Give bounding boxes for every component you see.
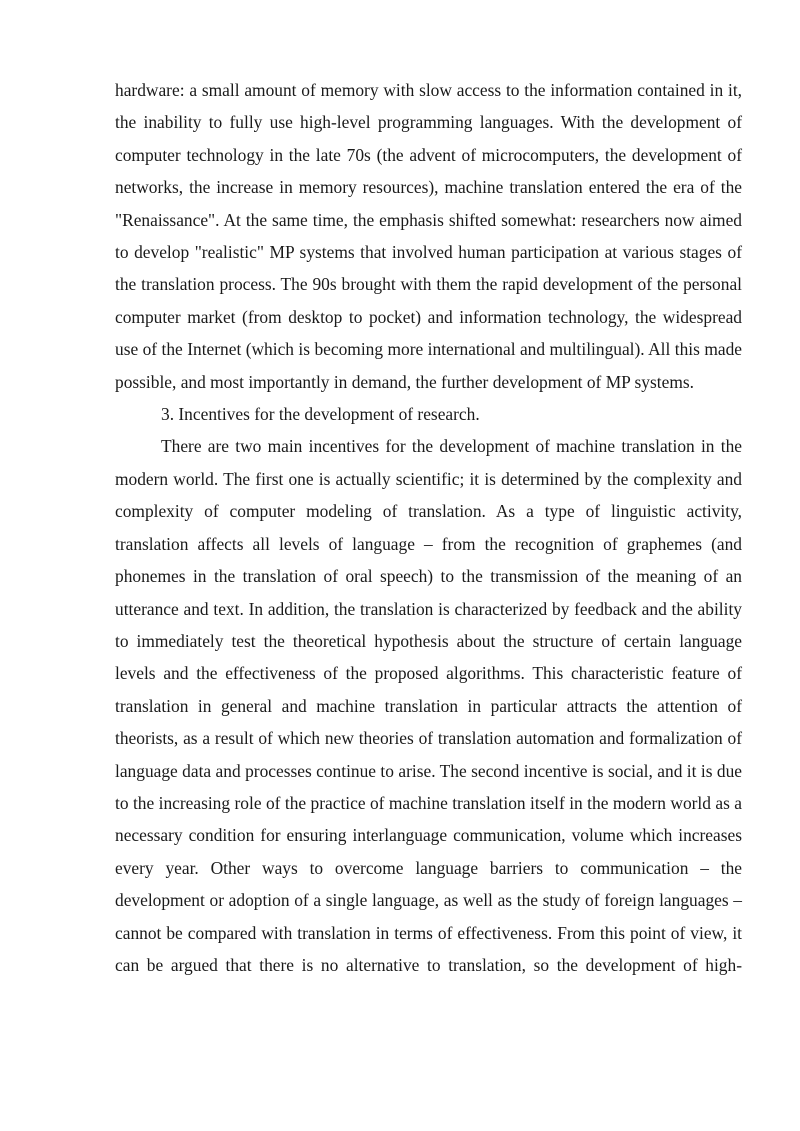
body-text xyxy=(115,74,742,981)
paragraph-hardware-history: hardware: a small amount of memory with slow access to the information contained in it, the inability to fully use high-level programming languages. With the development of computer technology in the late 70s (the advent of microcomputers, the development of networks, the increase in memory resources), machine translation entered the era of the "Renaissance". At the same time, the emphasis shifted somewhat: researchers now aimed to develop "realistic" MP systems that involved human participation at various stages of the translation process. The 90s brought with them the rapid development of the personal computer market (from desktop to pocket) and information technology, the widespread use of the Internet (which is becoming more international and multilingual). All this made possible, and most importantly in demand, the further development of MP systems. xyxy=(115,80,742,392)
paragraph-incentives: There are two main incentives for the development of machine translation in the modern world. The first one is actually scientific; it is determined by the complexity and complexity of computer modeling of translation. As a type of linguistic activity, translation affects all levels of language – from the recognition of graphemes (and phonemes in the translation of oral speech) to the transmission of the meaning of an utterance and text. In addition, the translation is characterized by feedback and the ability to immediately test the theoretical hypothesis about the structure of certain language levels and the effectiveness of the proposed algorithms. This characteristic feature of translation in general and machine translation in particular attracts the attention of theorists, as a result of which new theories of translation automation and formalization of language data and processes continue to arise. The second incentive is social, and it is due to the increasing role of the practice of machine translation itself in the modern world as a necessary condition for ensuring interlanguage communication, volume which increases every year. Other ways to overcome language barriers to communication – the development or adoption of a single language, as well as the study of foreign languages – cannot be compared with translation in terms of effectiveness. From this point of view, it can be argued that there is no alternative to translation, so the development of high- xyxy=(115,436,742,975)
section-heading-incentives: 3. Incentives for the development of research. xyxy=(161,404,480,425)
